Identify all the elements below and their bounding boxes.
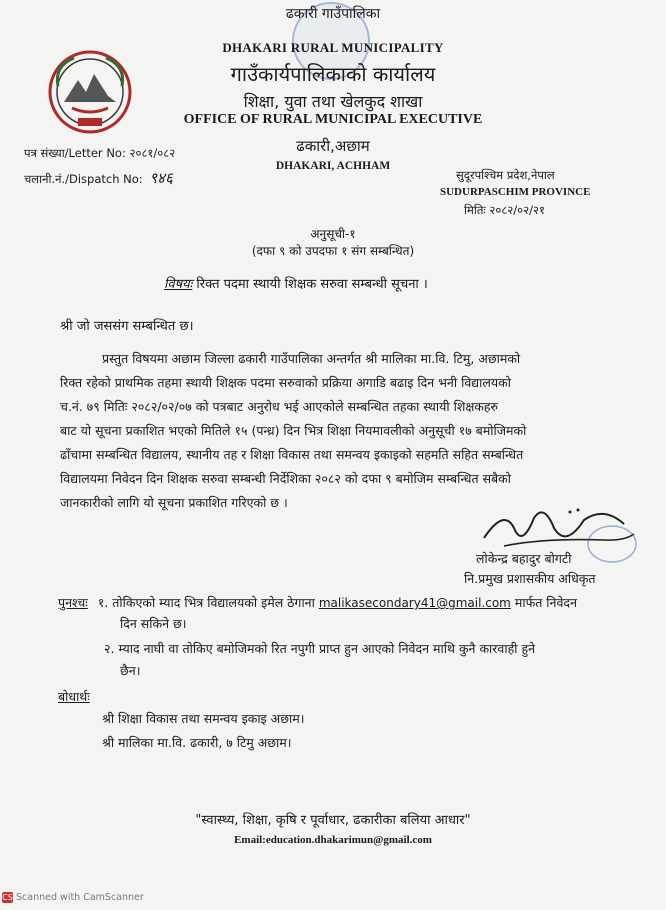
postscript-label: पुनश्चः — [58, 595, 88, 610]
body-line-5: ढाँचामा सम्बन्धित विद्यालय, स्थानीय तह र शिक्षा विकास तथा समन्वय इकाइको सहमति सहित सम्बन्धित — [60, 447, 524, 462]
postscript-item-1 — [58, 594, 577, 611]
subject-label: विषयः — [164, 277, 193, 292]
body-line-7: जानकारीको लागि यो सूचना प्रकाशित गरिएको छ । — [60, 495, 288, 510]
body-line-2: रिक्त रहेको प्राथमिक तहमा स्थायी शिक्षक पदमा सरुवाको प्रक्रिया अगाडि बढाइ दिन भनी विद्यालयको — [60, 375, 511, 390]
footer-slogan: "स्वास्थ्य, शिक्षा, कृषि र पूर्वाधार, ढकारीका बलिया आधार" — [195, 813, 471, 828]
branch-name-np: शिक्षा, युवा तथा खेलकुद शाखा — [243, 92, 423, 111]
place-en: DHAKARI, ACHHAM — [275, 160, 391, 172]
dispatch-label — [24, 168, 173, 188]
postscript-item-2-line-2: छैन। — [120, 663, 141, 678]
signatory-name: लोकेन्द्र बहादुर बोगटी — [476, 551, 572, 566]
camscanner-text: Scanned with CamScanner — [16, 892, 144, 903]
body-line-6: विद्यालयमा निवेदन दिन शिक्षक सरुवा सम्बन्धी निर्देशिका २०८२ को दफा ९ बमोजिम सम्बन्धित सबैको — [60, 471, 512, 486]
body-line-1: प्रस्तुत विषयमा अछाम जिल्ला ढकारी गाउँपालिका अन्तर्गत श्री मालिका मा.वि. टिमु, अछामको — [102, 351, 521, 366]
postscript-item-2: २. म्याद नाघी वा तोकिए बमोजिमको रित नपुगी प्राप्त हुन आएको निवेदन माथि कुनै कारवाही हुने — [104, 641, 536, 656]
postscript-item-1-prefix: १. तोकिएको म्याद भित्र विद्यालयको इमेल ठेगाना — [97, 595, 315, 610]
postscript-item-1-suffix: मार्फत निवेदन — [514, 595, 578, 610]
camscanner-watermark — [2, 892, 144, 903]
cc-label: बोधार्थः — [58, 689, 90, 704]
annex-title: अनुसूची-१ — [310, 227, 356, 241]
office-name-np: गाउँकार्यपालिकाको कार्यालय — [230, 62, 436, 86]
cc-line-2: श्री मालिका मा.वि. ढकारी, ७ टिमु अछाम। — [102, 735, 292, 750]
camscanner-icon: CS — [2, 893, 13, 902]
school-email-link[interactable]: malikasecondary41@gmail.com — [318, 596, 511, 610]
office-name-en: OFFICE OF RURAL MUNICIPAL EXECUTIVE — [183, 112, 483, 127]
municipality-name-en: DHAKARI RURAL MUNICIPALITY — [222, 40, 444, 55]
subject-line — [164, 274, 428, 292]
postscript-item-1-line-2: दिन सकिने छ। — [120, 616, 187, 631]
subject-text: रिक्त पदमा स्थायी शिक्षक सरुवा सम्बन्धी सूचना । — [196, 277, 428, 292]
cc-line-1: श्री शिक्षा विकास तथा समन्वय इकाइ अछाम। — [102, 711, 305, 726]
place-np: ढकारी,अछाम — [296, 137, 370, 155]
dispatch-number: ९४६ — [149, 169, 173, 187]
notice-date: मितिः २०८२/०२/२१ — [464, 203, 545, 217]
dispatch-label-text: चलानी.नं./Dispatch No: — [24, 172, 143, 186]
province-np: सुदूरपश्चिम प्रदेश,नेपाल — [456, 168, 555, 182]
annex-subtitle: (दफा ९ को उपदफा १ संग सम्बन्धित) — [251, 244, 415, 258]
salutation: श्री जो जससंग सम्बन्धित छ। — [60, 319, 194, 334]
body-line-3: च.नं. ७९ मितिः २०८२/०२/०७ को पत्रबाट अनुरोध भई आएकोले सम्बन्धित तहका स्थायी शिक्षकहरु — [60, 399, 498, 414]
municipality-name-np: ढकारी गाउँपालिका — [285, 6, 381, 22]
province-en: SUDURPASCHIM PROVINCE — [440, 186, 591, 198]
footer-email: Email:education.dhakarimun@gmail.com — [234, 834, 432, 846]
signatory-title: नि.प्रमुख प्रशासकीय अधिकृत — [464, 571, 596, 586]
body-line-4: बाट यो सूचना प्रकाशित भएको मितिले १५ (पन्ध्र) दिन भित्र शिक्षा नियमावलीको अनुसूची १७ बमोजिमको — [60, 423, 527, 438]
letter-number: पत्र संख्या/Letter No: २०८१/०८२ — [24, 146, 176, 160]
